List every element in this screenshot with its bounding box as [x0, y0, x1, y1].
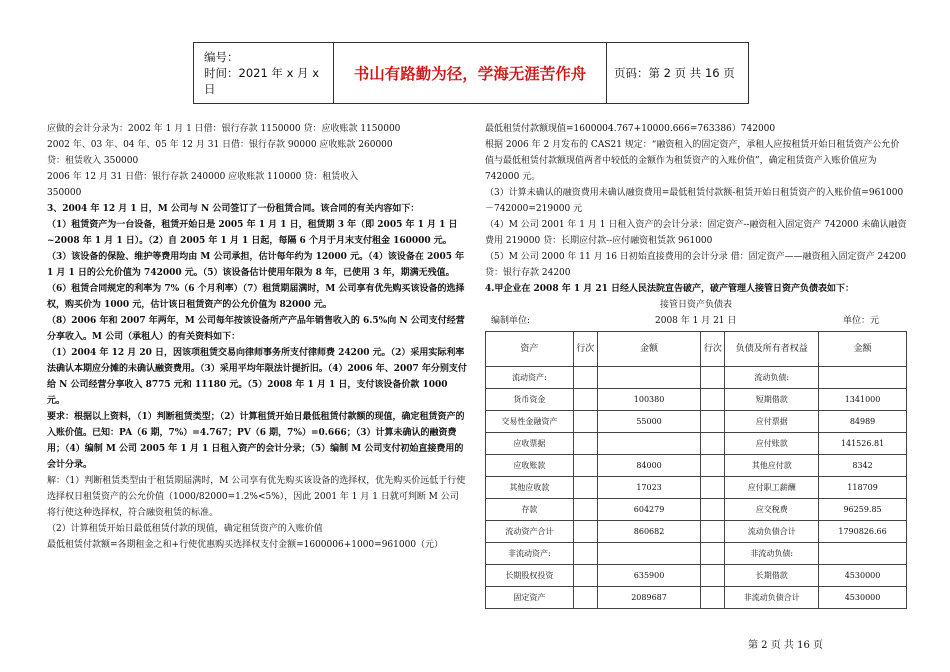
balance-sheet-date: 2008 年 1 月 21 日 — [655, 316, 737, 326]
right-column — [485, 121, 907, 609]
table-cell — [573, 477, 597, 499]
table-cell: 其他应付款 — [725, 455, 819, 477]
balance-sheet-unit-label: 编制单位: — [491, 316, 531, 326]
balance-sheet-meta — [485, 313, 907, 329]
text-line: 2006 年 12 月 31 日借：银行存款 240000 应收账款 110000 贷：租赁收入 — [47, 172, 359, 182]
table-cell: 流动负债: — [725, 367, 819, 389]
table-cell: 流动资产合计 — [486, 521, 574, 543]
table-cell — [597, 367, 701, 389]
left-column — [47, 121, 467, 553]
table-cell — [819, 543, 907, 565]
table-cell: 55000 — [597, 411, 701, 433]
table-cell: 其他应收款 — [486, 477, 574, 499]
table-cell: 应付票据 — [725, 411, 819, 433]
table-cell: 118709 — [819, 477, 907, 499]
table-cell: 8342 — [819, 455, 907, 477]
table-header-cell: 金额 — [597, 332, 701, 367]
table-cell — [701, 411, 725, 433]
table-cell — [597, 433, 701, 455]
table-cell: 4530000 — [819, 565, 907, 587]
table-cell — [597, 543, 701, 565]
table-row — [486, 389, 907, 411]
table-cell: 4530000 — [819, 587, 907, 609]
table-row — [486, 587, 907, 609]
table-cell: 604279 — [597, 499, 701, 521]
table-header-cell: 金额 — [819, 332, 907, 367]
table-header-cell: 行次 — [701, 332, 725, 367]
table-header-cell: 负债及所有者权益 — [725, 332, 819, 367]
table-cell: 长期借款 — [725, 565, 819, 587]
table-cell — [573, 543, 597, 565]
text-line: 2002 年、03 年、04 年、05 年 12 月 31 日借：银行存款 90000 应收账款 260000 — [47, 140, 393, 150]
table-header-cell: 资产 — [486, 332, 574, 367]
table-cell: 100380 — [597, 389, 701, 411]
table-cell: 交易性金融资产 — [486, 411, 574, 433]
table-cell: 长期股权投资 — [486, 565, 574, 587]
table-row — [486, 543, 907, 565]
question-3-paragraph: （1）租赁资产为一台设备，租赁开始日是 2005 年 1 月 1 日，租赁期 3 年（即 2005 年 1 月 1 日~2008 年 1 月 1 日）。（2）自 2005 年 1 月 1 日起，每隔 6 个月于月末支付租金 160000 元。（3）该设备的保险、维护等费用均由 M 公司承担，估计每年约为 12000 元。（4）该设备在 2005 年 1 月 1 日的公允价值为 742000 元。（5）该设备估计使用年限为 8 年，已使用 3 年，期满无残值。（6）租赁合同规定的利率为 7%（6 个月利率）（7）租赁期届满时，M 公司享有优先购买该设备的选择权，购买价为 1000 元，估计该日租赁资产的公允价值为 82000 元。 — [47, 220, 465, 310]
table-cell: 存款 — [486, 499, 574, 521]
balance-sheet-table — [485, 331, 907, 609]
table-cell: 141526.81 — [819, 433, 907, 455]
table-cell — [701, 499, 725, 521]
table-cell: 短期借款 — [725, 389, 819, 411]
table-cell: 635900 — [597, 565, 701, 587]
table-cell: 非流动负债: — [725, 543, 819, 565]
table-cell: 应交税费 — [725, 499, 819, 521]
table-cell: 流动负债合计 — [725, 521, 819, 543]
answer-paragraph: 解：（1）判断租赁类型由于租赁期届满时，M 公司享有优先购买该设备的选择权，优先购买价远低于行使选择权日租赁资产的公允价值（1000/82000=1.2%<5%），因此 2001 年 1 月 1 日就可判断 M 公司将行使这种选择权，符合融资租赁的标准。 — [47, 476, 466, 518]
table-header-row — [486, 332, 907, 367]
table-row — [486, 565, 907, 587]
table-cell — [573, 499, 597, 521]
answer-paragraph: （2）计算租赁开始日最低租赁付款的现值，确定租赁资产的入账价值 — [47, 524, 323, 534]
table-cell: 固定资产 — [486, 587, 574, 609]
question-3-requirements: 要求：根据以上资料，（1）判断租赁类型；（2）计算租赁开始日最低租赁付款额的现值，确定租赁资产的入账价值。已知：PA（6 期，7%）=4.767；PV（6 期，7%）=0.666；（3）计算未确认的融资费用；（4）编制 M 公司 2005 年 1 月 1 日租入资产的会计分录；（5）编制 M 公司支付初始直接费用的会计分录。 — [47, 412, 465, 470]
table-cell: 17023 — [597, 477, 701, 499]
table-cell — [701, 587, 725, 609]
balance-sheet-currency: 单位：元 — [843, 316, 880, 326]
table-row — [486, 411, 907, 433]
text-paragraph: （4）M 公司 2001 年 1 月 1 日租入资产的会计分录：固定资产--融资租入固定资产 742000 未确认融资费用 219000 贷：长期应付款--应付融资租赁款 961000 — [485, 220, 907, 246]
table-row — [486, 455, 907, 477]
table-cell: 应收账款 — [486, 455, 574, 477]
table-cell: 1790826.66 — [819, 521, 907, 543]
table-cell: 84989 — [819, 411, 907, 433]
text-paragraph: （5）M 公司 2000 年 11 月 16 日初始直接费用的会计分录 借：固定资产——融资租入固定资产 24200 贷：银行存款 24200 — [485, 252, 907, 278]
table-row — [486, 499, 907, 521]
answer-paragraph: 最低租赁付款额=各期租金之和+行使优惠购买选择权支付金额=1600006+1000=961000（元） — [47, 540, 444, 550]
text-line: 350000 — [47, 188, 82, 198]
header-motto: 书山有路勤为径，学海无涯苦作舟 — [334, 43, 607, 103]
table-row — [486, 367, 907, 389]
table-cell — [701, 389, 725, 411]
page-header — [193, 42, 749, 104]
header-meta — [194, 43, 334, 103]
table-cell: 应付职工薪酬 — [725, 477, 819, 499]
table-row — [486, 521, 907, 543]
table-cell — [701, 367, 725, 389]
table-row — [486, 477, 907, 499]
table-cell: 非流动资产: — [486, 543, 574, 565]
table-cell: 2089687 — [597, 587, 701, 609]
table-cell — [573, 411, 597, 433]
table-cell: 应收票据 — [486, 433, 574, 455]
table-cell — [701, 433, 725, 455]
page-footer: 第 2 页 共 16 页 — [748, 640, 823, 651]
question-3-paragraph: （1）2004 年 12 月 20 日，因该项租赁交易向律师事务所支付律师费 24200 元。（2）采用实际利率法确认本期应分摊的未确认融资费用。（3）采用平均年限法计提折旧。（4）2006 年、2007 年分别支付给 N 公司经营分享收入 8775 元和 11180 元。（5）2008 年 1 月 1 日，支付该设备价款 1000 元。 — [47, 348, 467, 406]
document-number-label: 编号： — [204, 50, 239, 64]
table-cell — [573, 433, 597, 455]
table-cell: 96259.85 — [819, 499, 907, 521]
text-line: 应做的会计分录为：2002 年 1 月 1 日借：银行存款 1150000 贷：应收账款 1150000 — [47, 124, 401, 134]
table-cell: 860682 — [597, 521, 701, 543]
table-cell: 1341000 — [819, 389, 907, 411]
table-cell — [573, 455, 597, 477]
question-3-paragraph: （8）2006 年和 2007 年两年，M 公司每年按该设备所产产品年销售收入的 6.5%向 N 公司支付经营分享收入。M 公司（承租人）的有关资料如下： — [47, 316, 465, 342]
text-line: 贷：租赁收入 350000 — [47, 156, 139, 166]
balance-sheet-title: 接管日资产负债表 — [659, 300, 732, 310]
table-cell — [819, 367, 907, 389]
table-cell — [573, 587, 597, 609]
text-paragraph: 根据 2006 年 2 月发布的 CAS21 规定：“融资租入的固定资产，承租人应按租赁开始日租赁资产公允价值与最低租赁付款额现值两者中较低的金额作为租赁资产的入账价值”，确定租赁资产入账价值应为 742000 元。 — [485, 140, 900, 182]
question-4-title: 4.甲企业在 2008 年 1 月 21 日经人民法院宣告破产，破产管理人接管日资产负债表如下： — [485, 284, 855, 294]
header-page-info: 页码：第 2 页 共 16 页 — [614, 66, 735, 80]
question-3-title: 3、2004 年 12 月 1 日，M 公司与 N 公司签订了一份租赁合同。该合同的有关内容如下： — [47, 204, 420, 214]
table-cell — [701, 455, 725, 477]
table-cell — [573, 565, 597, 587]
table-cell — [701, 477, 725, 499]
text-paragraph: 最低租赁付款额现值=1600004.767+10000.666=763386）742000 — [485, 124, 776, 134]
table-cell: 非流动负债合计 — [725, 587, 819, 609]
table-cell: 84000 — [597, 455, 701, 477]
table-cell — [573, 367, 597, 389]
table-row — [486, 433, 907, 455]
table-cell — [701, 543, 725, 565]
table-cell — [573, 389, 597, 411]
table-header-cell: 行次 — [573, 332, 597, 367]
table-cell — [701, 565, 725, 587]
table-cell: 流动资产: — [486, 367, 574, 389]
table-cell: 货币资金 — [486, 389, 574, 411]
table-cell: 应付账款 — [725, 433, 819, 455]
table-cell — [701, 521, 725, 543]
document-time-label: 时间：2021 年 x 月 x 日 — [204, 66, 319, 96]
text-paragraph: （3）计算未确认的融资费用未确认融资费用=最低租赁付款额-租赁开始日租赁资产的入账价值=961000－742000=219000 元 — [485, 188, 904, 214]
table-cell — [573, 521, 597, 543]
